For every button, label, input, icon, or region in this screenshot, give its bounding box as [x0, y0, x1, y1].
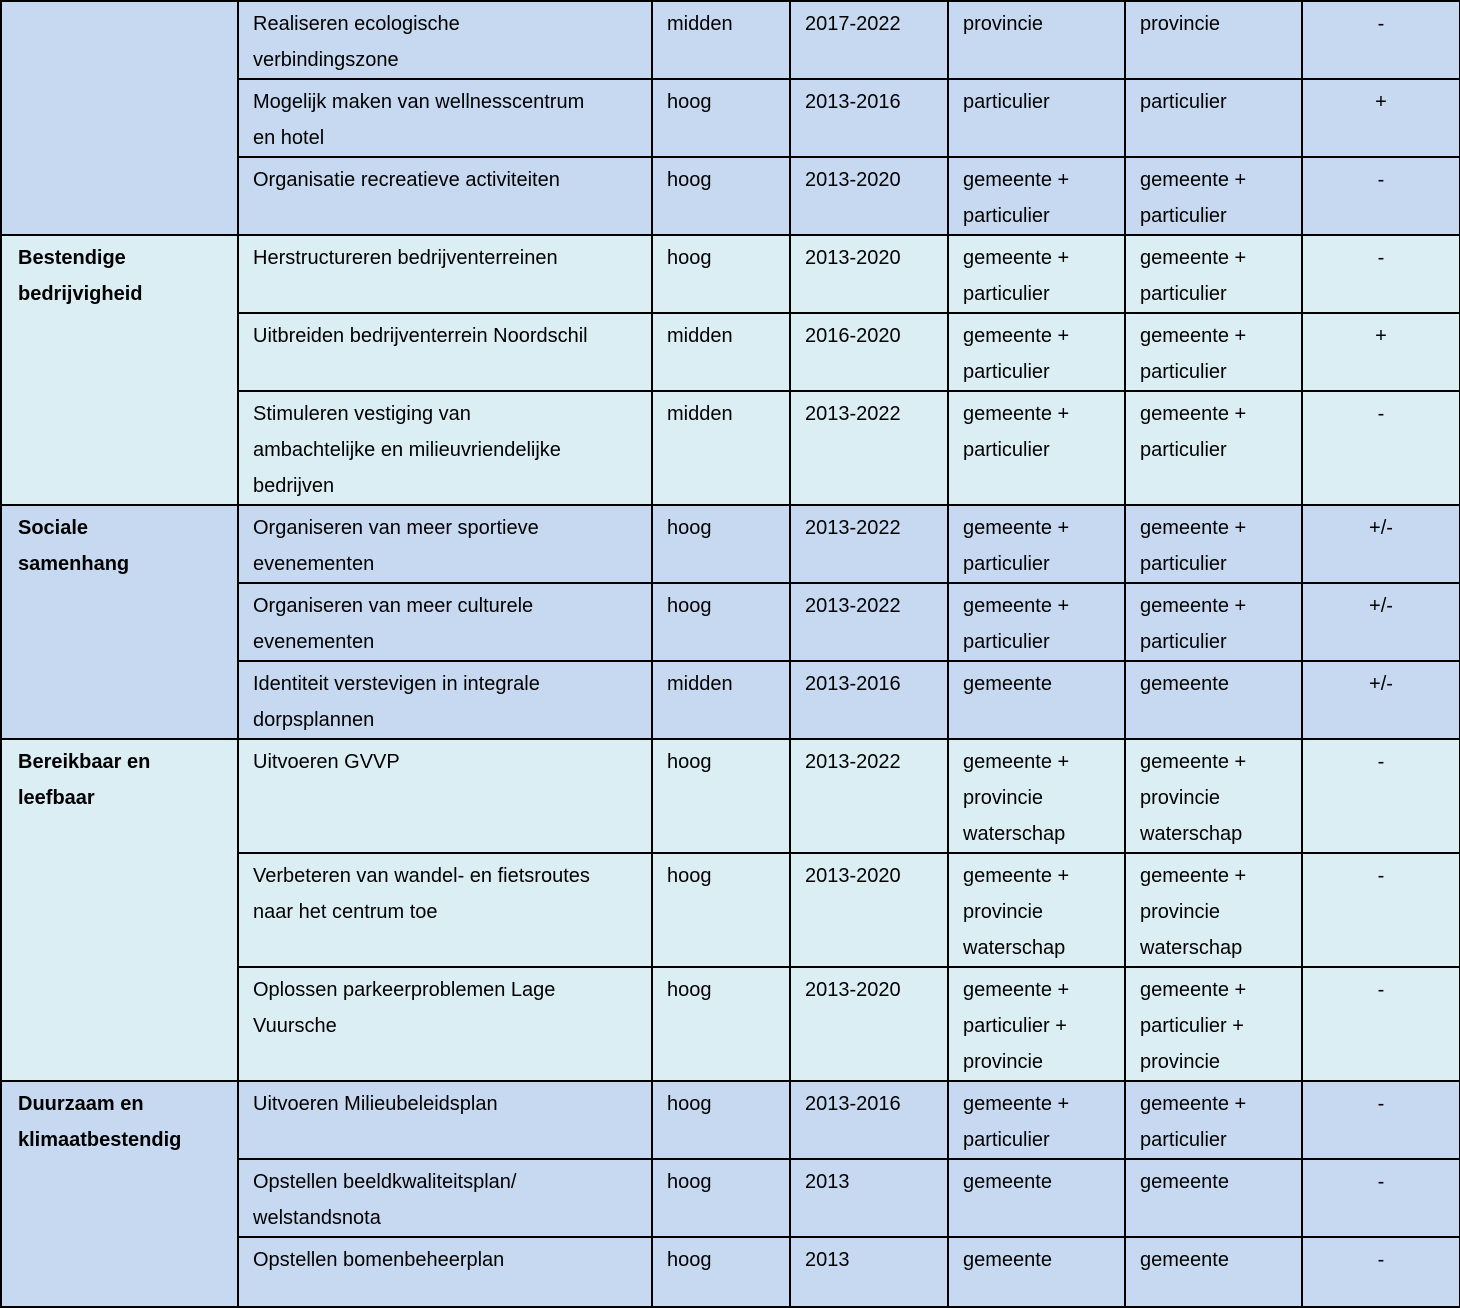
financier-line: gemeente + — [1140, 247, 1247, 269]
initiator-line: particulier — [963, 91, 1050, 113]
score-cell: +/- — [1302, 583, 1460, 661]
action-line: Identiteit verstevigen in integrale — [253, 673, 540, 695]
period-cell: 2013 — [790, 1159, 948, 1237]
action-line: Uitvoeren GVVP — [253, 751, 400, 773]
financier-line: particulier — [1140, 283, 1227, 305]
action-line: Oplossen parkeerproblemen Lage — [253, 979, 556, 1001]
table-row — [1, 1081, 1460, 1159]
financier-line: gemeente + — [1140, 751, 1247, 773]
action-cell — [238, 1159, 652, 1237]
action-line: welstandsnota — [253, 1207, 381, 1229]
financier-cell — [1125, 1159, 1302, 1237]
theme-line: bedrijvigheid — [18, 283, 143, 305]
period-cell: 2013-2022 — [790, 583, 948, 661]
action-cell — [238, 967, 652, 1081]
financier-cell — [1125, 739, 1302, 853]
initiator-line: particulier + — [963, 1015, 1067, 1037]
financier-line: gemeente + — [1140, 865, 1247, 887]
financier-line: gemeente + — [1140, 403, 1247, 425]
score-cell: - — [1302, 739, 1460, 853]
score-cell: - — [1302, 235, 1460, 313]
action-line: bedrijven — [253, 475, 335, 497]
period-cell: 2013-2022 — [790, 505, 948, 583]
action-line: Opstellen beeldkwaliteitsplan/ — [253, 1171, 517, 1193]
theme-line: Bestendige — [18, 247, 126, 269]
period-cell: 2013-2020 — [790, 235, 948, 313]
initiator-line: particulier — [963, 553, 1050, 575]
initiator-line: gemeente + — [963, 325, 1070, 347]
priority-cell: hoog — [652, 505, 790, 583]
financier-line: gemeente — [1140, 673, 1229, 695]
period-cell: 2013-2020 — [790, 853, 948, 967]
priority-cell: hoog — [652, 583, 790, 661]
priority-cell: hoog — [652, 967, 790, 1081]
action-line: evenementen — [253, 553, 375, 575]
theme-cell — [1, 505, 238, 739]
initiator-line: particulier — [963, 1129, 1050, 1151]
period-cell: 2013-2022 — [790, 739, 948, 853]
table-row — [1, 505, 1460, 583]
table-row — [1, 1, 1460, 79]
financier-cell — [1125, 583, 1302, 661]
score-cell: - — [1302, 1159, 1460, 1237]
action-cell — [238, 157, 652, 235]
priority-cell: hoog — [652, 157, 790, 235]
action-cell — [238, 235, 652, 313]
priority-cell: hoog — [652, 79, 790, 157]
financier-cell — [1125, 661, 1302, 739]
initiator-line: particulier — [963, 439, 1050, 461]
financier-cell — [1125, 391, 1302, 505]
initiator-line: gemeente + — [963, 751, 1070, 773]
initiator-line: waterschap — [963, 823, 1066, 845]
action-line: Stimuleren vestiging van — [253, 403, 471, 425]
priority-cell: hoog — [652, 739, 790, 853]
financier-line: gemeente + — [1140, 595, 1247, 617]
financier-line: gemeente — [1140, 1249, 1229, 1271]
financier-line: waterschap — [1140, 823, 1243, 845]
score-cell: - — [1302, 1081, 1460, 1159]
table-row — [1, 739, 1460, 853]
initiator-cell — [948, 1237, 1125, 1307]
initiator-line: gemeente — [963, 1171, 1052, 1193]
action-cell — [238, 739, 652, 853]
financier-line: particulier — [1140, 1129, 1227, 1151]
action-line: Uitvoeren Milieubeleidsplan — [253, 1093, 498, 1115]
financier-cell — [1125, 967, 1302, 1081]
initiator-line: gemeente + — [963, 169, 1070, 191]
financier-line: provincie — [1140, 1051, 1221, 1073]
financier-cell — [1125, 157, 1302, 235]
initiator-cell — [948, 1081, 1125, 1159]
theme-line: Sociale — [18, 517, 89, 539]
initiator-cell — [948, 661, 1125, 739]
initiator-line: gemeente + — [963, 1093, 1070, 1115]
initiator-line: particulier — [963, 631, 1050, 653]
theme-cell — [1, 739, 238, 1081]
financier-line: gemeente + — [1140, 1093, 1247, 1115]
theme-cell — [1, 235, 238, 505]
period-cell: 2013-2022 — [790, 391, 948, 505]
action-cell — [238, 505, 652, 583]
initiator-cell — [948, 505, 1125, 583]
score-cell: + — [1302, 313, 1460, 391]
financier-line: particulier — [1140, 361, 1227, 383]
financier-line: particulier — [1140, 91, 1227, 113]
initiator-line: gemeente + — [963, 403, 1070, 425]
financier-line: gemeente — [1140, 1171, 1229, 1193]
action-line: ambachtelijke en milieuvriendelijke — [253, 439, 561, 461]
action-line: Organisatie recreatieve activiteiten — [253, 169, 560, 191]
action-cell — [238, 583, 652, 661]
action-cell — [238, 1, 652, 79]
period-cell: 2013-2016 — [790, 1081, 948, 1159]
initiator-line: gemeente + — [963, 517, 1070, 539]
action-line: Organiseren van meer culturele — [253, 595, 534, 617]
priority-cell: hoog — [652, 1159, 790, 1237]
financier-cell — [1125, 505, 1302, 583]
financier-line: waterschap — [1140, 937, 1243, 959]
period-cell: 2013 — [790, 1237, 948, 1307]
action-line: dorpsplannen — [253, 709, 375, 731]
initiator-line: gemeente + — [963, 247, 1070, 269]
financier-line: gemeente + — [1140, 169, 1247, 191]
initiator-cell — [948, 313, 1125, 391]
initiator-line: gemeente + — [963, 595, 1070, 617]
initiator-line: waterschap — [963, 937, 1066, 959]
financier-line: gemeente + — [1140, 979, 1247, 1001]
priority-cell: hoog — [652, 1237, 790, 1307]
theme-cell — [1, 1081, 238, 1307]
initiator-line: gemeente + — [963, 865, 1070, 887]
theme-line: Duurzaam en — [18, 1093, 144, 1115]
action-line: Verbeteren van wandel- en fietsroutes — [253, 865, 590, 887]
score-cell: +/- — [1302, 505, 1460, 583]
priority-cell: hoog — [652, 853, 790, 967]
action-line: evenementen — [253, 631, 375, 653]
action-cell — [238, 661, 652, 739]
action-cell — [238, 391, 652, 505]
score-cell: - — [1302, 1237, 1460, 1307]
initiator-cell — [948, 157, 1125, 235]
initiator-line: gemeente — [963, 673, 1052, 695]
period-cell: 2017-2022 — [790, 1, 948, 79]
initiator-cell — [948, 1, 1125, 79]
initiator-line: gemeente — [963, 1249, 1052, 1271]
action-line: Realiseren ecologische — [253, 13, 460, 35]
financier-cell — [1125, 79, 1302, 157]
financier-line: provincie — [1140, 13, 1221, 35]
score-cell: - — [1302, 157, 1460, 235]
initiator-line: provincie — [963, 13, 1044, 35]
initiator-line: gemeente + — [963, 979, 1070, 1001]
action-line: Herstructureren bedrijventerreinen — [253, 247, 558, 269]
action-cell — [238, 313, 652, 391]
score-cell: + — [1302, 79, 1460, 157]
action-line: Opstellen bomenbeheerplan — [253, 1249, 505, 1271]
initiator-cell — [948, 391, 1125, 505]
initiator-cell — [948, 967, 1125, 1081]
theme-line: klimaatbestendig — [18, 1129, 182, 1151]
financier-cell — [1125, 853, 1302, 967]
financier-cell — [1125, 313, 1302, 391]
action-line: Mogelijk maken van wellnesscentrum — [253, 91, 585, 113]
theme-line: Bereikbaar en — [18, 751, 151, 773]
priority-cell: hoog — [652, 235, 790, 313]
action-line: naar het centrum toe — [253, 901, 438, 923]
priority-cell: midden — [652, 1, 790, 79]
priority-cell: hoog — [652, 1081, 790, 1159]
financier-line: gemeente + — [1140, 517, 1247, 539]
period-cell: 2013-2016 — [790, 79, 948, 157]
initiator-line: provincie — [963, 1051, 1044, 1073]
action-line: en hotel — [253, 127, 325, 149]
priority-cell: midden — [652, 391, 790, 505]
initiator-cell — [948, 235, 1125, 313]
theme-line: leefbaar — [18, 787, 95, 809]
initiator-cell — [948, 583, 1125, 661]
financier-cell — [1125, 1081, 1302, 1159]
action-cell — [238, 79, 652, 157]
initiator-line: particulier — [963, 361, 1050, 383]
score-cell: - — [1302, 967, 1460, 1081]
financier-line: particulier — [1140, 439, 1227, 461]
score-cell: - — [1302, 1, 1460, 79]
initiator-line: provincie — [963, 787, 1044, 809]
score-cell: - — [1302, 853, 1460, 967]
period-cell: 2013-2020 — [790, 157, 948, 235]
initiator-cell — [948, 853, 1125, 967]
financier-line: gemeente + — [1140, 325, 1247, 347]
table-row — [1, 235, 1460, 313]
financier-line: provincie — [1140, 787, 1221, 809]
financier-line: particulier — [1140, 631, 1227, 653]
priority-cell: midden — [652, 661, 790, 739]
initiator-line: particulier — [963, 205, 1050, 227]
financier-cell — [1125, 1, 1302, 79]
action-cell — [238, 1081, 652, 1159]
initiator-line: particulier — [963, 283, 1050, 305]
financier-cell — [1125, 235, 1302, 313]
financier-line: particulier — [1140, 205, 1227, 227]
score-cell: - — [1302, 391, 1460, 505]
financier-cell — [1125, 1237, 1302, 1307]
action-line: Organiseren van meer sportieve — [253, 517, 539, 539]
period-cell: 2013-2020 — [790, 967, 948, 1081]
period-cell: 2016-2020 — [790, 313, 948, 391]
initiator-cell — [948, 1159, 1125, 1237]
theme-line: samenhang — [18, 553, 130, 575]
initiator-cell — [948, 79, 1125, 157]
action-cell — [238, 1237, 652, 1307]
initiator-line: provincie — [963, 901, 1044, 923]
action-line: verbindingszone — [253, 49, 399, 71]
theme-cell — [1, 1, 238, 235]
action-cell — [238, 853, 652, 967]
action-line: Uitbreiden bedrijventerrein Noordschil — [253, 325, 588, 347]
financier-line: particulier + — [1140, 1015, 1244, 1037]
action-line: Vuursche — [253, 1015, 337, 1037]
priority-cell: midden — [652, 313, 790, 391]
initiator-cell — [948, 739, 1125, 853]
financier-line: particulier — [1140, 553, 1227, 575]
period-cell: 2013-2016 — [790, 661, 948, 739]
score-cell: +/- — [1302, 661, 1460, 739]
financier-line: provincie — [1140, 901, 1221, 923]
